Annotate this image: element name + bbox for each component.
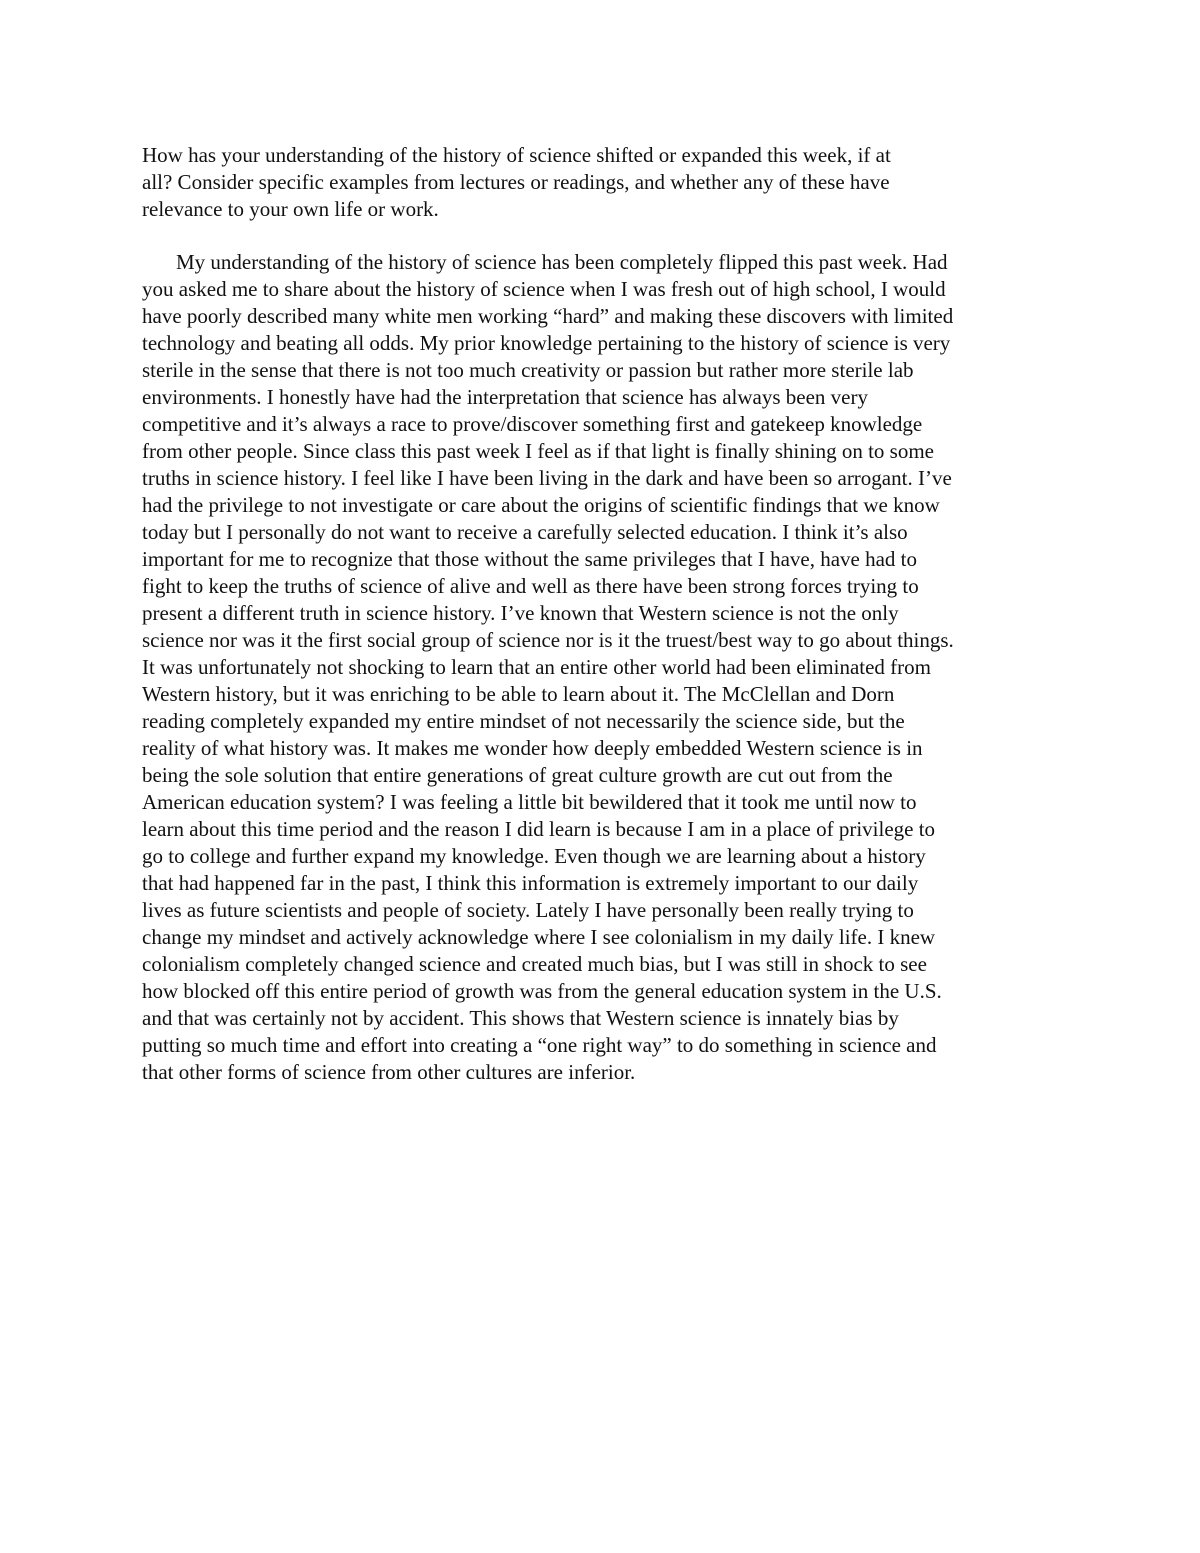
response-line: fight to keep the truths of science of alive and well as there have been strong forces trying to <box>142 574 919 598</box>
response-line: truths in science history. I feel like I have been living in the dark and have been so arrogant. I’ve <box>142 466 952 490</box>
response-line: lives as future scientists and people of society. Lately I have personally been really trying to <box>142 898 914 922</box>
response-line: had the privilege to not investigate or care about the origins of scientific findings that we know <box>142 493 940 517</box>
prompt-line: How has your understanding of the history of science shifted or expanded this week, if at <box>142 143 891 167</box>
prompt-line: all? Consider specific examples from lectures or readings, and whether any of these have <box>142 170 890 194</box>
response-line: American education system? I was feeling a little bit bewildered that it took me until now to <box>142 790 917 814</box>
response-line: science nor was it the first social group of science nor is it the truest/best way to go about things. <box>142 628 954 652</box>
response-line: It was unfortunately not shocking to learn that an entire other world had been eliminated from <box>142 655 932 679</box>
response-line: being the sole solution that entire generations of great culture growth are cut out from the <box>142 763 893 787</box>
response-line: competitive and it’s always a race to prove/discover something first and gatekeep knowledge <box>142 412 923 436</box>
response-line: present a different truth in science history. I’ve known that Western science is not the only <box>142 601 899 625</box>
response-line: that had happened far in the past, I think this information is extremely important to our daily <box>142 871 919 895</box>
prompt-line: relevance to your own life or work. <box>142 197 439 221</box>
response-line: learn about this time period and the reason I did learn is because I am in a place of privilege to <box>142 817 936 841</box>
response-line: that other forms of science from other cultures are inferior. <box>142 1060 636 1084</box>
response-line: change my mindset and actively acknowledge where I see colonialism in my daily life. I knew <box>142 925 936 949</box>
response-line: Western history, but it was enriching to be able to learn about it. The McClellan and Dorn <box>142 682 895 706</box>
document-content <box>142 142 1062 1086</box>
response-line: My understanding of the history of science has been completely flipped this past week. Had <box>176 250 948 274</box>
response-line: putting so much time and effort into creating a “one right way” to do something in science and <box>142 1033 937 1057</box>
response-line: go to college and further expand my knowledge. Even though we are learning about a history <box>142 844 926 868</box>
response-line: from other people. Since class this past week I feel as if that light is finally shining on to some <box>142 439 935 463</box>
prompt-question <box>142 142 1062 223</box>
response-line: environments. I honestly have had the interpretation that science has always been very <box>142 385 868 409</box>
response-paragraph <box>142 249 1062 1086</box>
response-line: you asked me to share about the history of science when I was fresh out of high school, I would <box>142 277 946 301</box>
response-line: and that was certainly not by accident. This shows that Western science is innately bias by <box>142 1006 899 1030</box>
response-line: colonialism completely changed science and created much bias, but I was still in shock to see <box>142 952 927 976</box>
response-line: today but I personally do not want to receive a carefully selected education. I think it’s also <box>142 520 908 544</box>
response-line: important for me to recognize that those without the same privileges that I have, have had to <box>142 547 918 571</box>
response-line: sterile in the sense that there is not too much creativity or passion but rather more sterile lab <box>142 358 914 382</box>
response-line: how blocked off this entire period of growth was from the general education system in the U.S. <box>142 979 942 1003</box>
response-line: technology and beating all odds. My prior knowledge pertaining to the history of science is very <box>142 331 951 355</box>
response-line: reality of what history was. It makes me wonder how deeply embedded Western science is in <box>142 736 923 760</box>
response-line: reading completely expanded my entire mindset of not necessarily the science side, but the <box>142 709 905 733</box>
response-line: have poorly described many white men working “hard” and making these discovers with limited <box>142 304 954 328</box>
